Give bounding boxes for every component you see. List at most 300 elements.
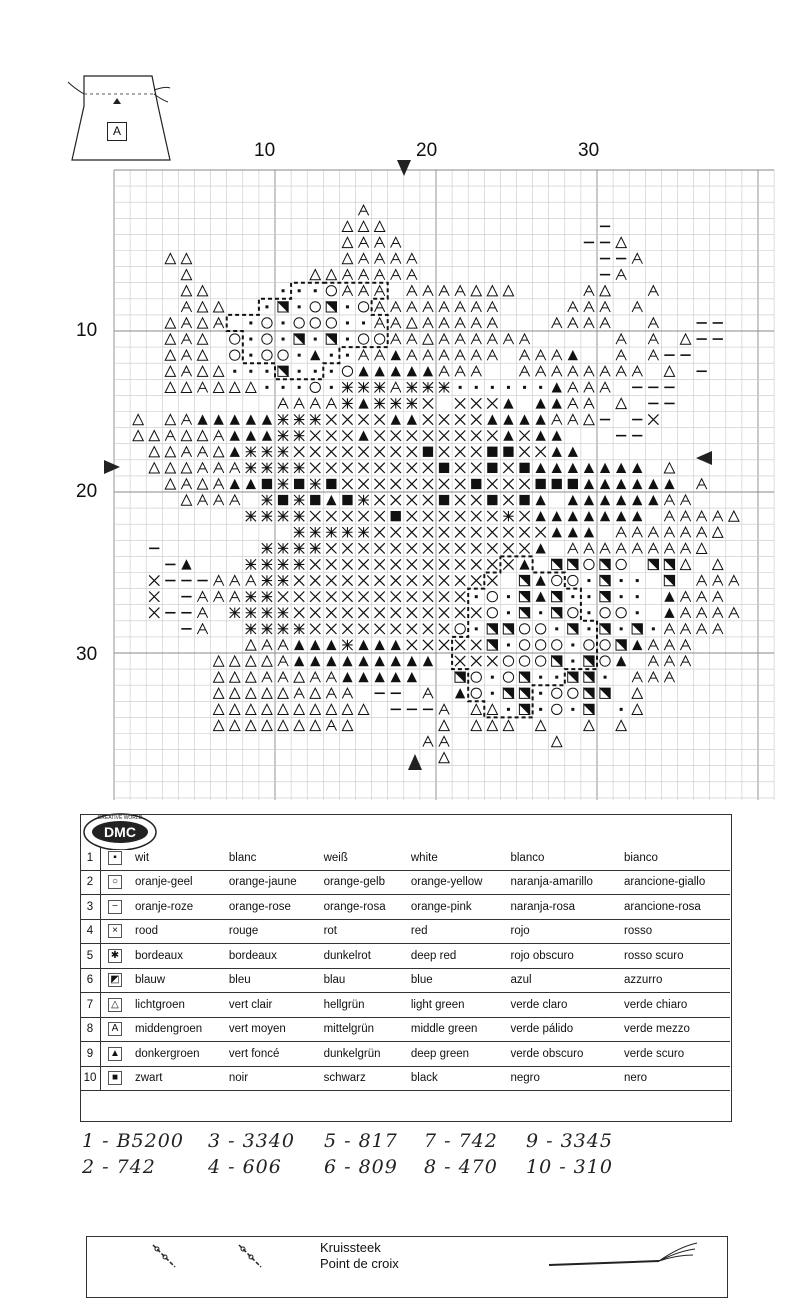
stitch-symbol: [539, 708, 542, 711]
stitch-symbol: [310, 318, 320, 328]
stitch-symbol: [455, 366, 465, 376]
row-number-10: 10: [76, 320, 98, 341]
stitch-symbol: [423, 736, 433, 746]
stitch-symbol: [330, 370, 333, 373]
stitch-symbol: [680, 334, 690, 344]
stitch-symbol: [374, 302, 384, 312]
stitch-symbol: [423, 430, 433, 440]
stitch-symbol: [149, 575, 159, 585]
stitch-symbol: [616, 640, 626, 650]
stitch-symbol: [648, 479, 658, 489]
stitch-symbol: [587, 595, 590, 598]
stitch-symbol: [568, 495, 578, 505]
legend-row-number: 10: [80, 1066, 101, 1091]
stitch-symbol: [519, 350, 529, 360]
stitch-symbol: [455, 495, 465, 505]
legend-french: blanc: [223, 846, 318, 870]
stitch-symbol: [358, 527, 368, 537]
stitch-symbol: [374, 575, 384, 585]
legend-french: orange-jaune: [223, 870, 318, 895]
stitch-symbol: [616, 720, 626, 730]
stitch-symbol: [246, 575, 256, 585]
stitch-symbol: [213, 318, 223, 328]
stitch-symbol: [571, 708, 574, 711]
stitch-symbol: [391, 269, 401, 279]
legend-row: [80, 1042, 730, 1067]
stitch-symbol: [233, 370, 236, 373]
stitch-symbol: [326, 591, 336, 601]
stitch-symbol: [439, 543, 449, 553]
row-number-20: 20: [76, 481, 98, 502]
stitch-symbol: [294, 543, 304, 553]
stitch-symbol: [648, 656, 658, 666]
stitch-symbol: [439, 286, 449, 296]
stitch-symbol: [600, 640, 610, 650]
stitch-symbol: [358, 237, 368, 247]
stitch-symbol: [503, 559, 513, 569]
stitch-symbol: [568, 624, 578, 634]
stitch-symbol: [294, 527, 304, 537]
stitch-symbol: [407, 463, 417, 473]
stitch-symbol: [680, 495, 690, 505]
legend-french: bleu: [223, 968, 318, 993]
stitch-symbol: [439, 559, 449, 569]
stitch-symbol: [616, 608, 626, 618]
stitch-symbol: [181, 430, 191, 440]
stitch-symbol: [439, 479, 449, 489]
stitch-symbol: [197, 591, 207, 601]
stitch-symbol: [471, 447, 481, 457]
stitch-symbol: [535, 640, 545, 650]
stitch-symbol: [519, 608, 529, 618]
stitch-symbol: [455, 575, 465, 585]
stitch-symbol: [600, 286, 610, 296]
stitch-symbol: [552, 656, 562, 666]
stitch-symbol: [535, 624, 545, 634]
handwritten-code: 7 - 742: [424, 1130, 498, 1152]
stitch-symbol: [213, 366, 223, 376]
stitch-symbol: [358, 463, 368, 473]
stitch-symbol: [423, 543, 433, 553]
stitch-symbol: [391, 608, 401, 618]
legend-spanish: verde claro: [504, 993, 618, 1018]
stitch-symbol: [391, 334, 401, 344]
stitch-symbol: [584, 366, 594, 376]
stitch-info-box: [86, 1236, 728, 1298]
stitch-symbol: [342, 527, 352, 537]
stitch-symbol: [342, 447, 352, 457]
legend-french: vert clair: [223, 993, 318, 1018]
stitch-symbol: [230, 479, 240, 489]
stitch-symbol: [487, 447, 497, 457]
stitch-symbol: [230, 430, 240, 440]
stitch-symbol: [278, 495, 288, 505]
stitch-symbol: [294, 720, 304, 730]
handwritten-code: 4 - 606: [208, 1156, 282, 1178]
stitch-symbol: [246, 640, 256, 650]
stitch-symbol: [616, 398, 626, 408]
stitch-symbol: [298, 386, 301, 389]
stitch-symbol: [265, 305, 268, 308]
stitch-symbol: [230, 414, 240, 424]
stitch-diagram-icon-2: [235, 1241, 265, 1271]
legend-italian: arancione-rosa: [618, 895, 730, 920]
stitch-symbol: [310, 559, 320, 569]
legend-row: [80, 895, 730, 920]
legend-row-number: 7: [80, 993, 101, 1018]
stitch-symbol: [568, 382, 578, 392]
stitch-symbol: [294, 559, 304, 569]
stitch-symbol: [246, 704, 256, 714]
stitch-symbol: [230, 672, 240, 682]
stitch-symbol: [391, 398, 401, 408]
stitch-symbol: [475, 595, 478, 598]
stitch-symbol: [282, 386, 285, 389]
stitch-symbol: [600, 688, 610, 698]
stitch-symbol: [358, 624, 368, 634]
stitch-symbol: [439, 704, 449, 714]
stitch-symbol: [346, 321, 349, 324]
legend-french: rouge: [223, 919, 318, 944]
stitch-symbol: [503, 672, 513, 682]
stitch-symbol: [455, 334, 465, 344]
stitch-symbol: [535, 720, 545, 730]
stitch-symbol: [310, 672, 320, 682]
stitch-symbol: [326, 447, 336, 457]
stitch-symbol: [374, 495, 384, 505]
stitch-symbol: [330, 354, 333, 357]
stitch-symbol: [407, 527, 417, 537]
stitch-symbol: [262, 318, 272, 328]
stitch-symbol: [407, 543, 417, 553]
stitch-symbol: [713, 591, 723, 601]
stitch-symbol: [503, 656, 513, 666]
stitch-symbol: [471, 398, 481, 408]
stitch-symbol: [358, 591, 368, 601]
stitch-symbol: [149, 463, 159, 473]
legend-english: light green: [405, 993, 505, 1018]
stitch-symbol: [648, 414, 658, 424]
stitch-symbol: [407, 318, 417, 328]
stitch-symbol: [230, 720, 240, 730]
stitch-symbol: [213, 495, 223, 505]
stitch-symbol: [455, 511, 465, 521]
stitch-symbol: [519, 624, 529, 634]
stitch-symbol: [330, 386, 333, 389]
stitch-symbol: [213, 591, 223, 601]
stitch-symbol: [407, 511, 417, 521]
stitch-symbol: [471, 720, 481, 730]
legend-italian: bianco: [618, 846, 730, 870]
legend-italian: nero: [618, 1066, 730, 1091]
stitch-symbol: [294, 672, 304, 682]
legend-french: vert moyen: [223, 1017, 318, 1042]
stitch-symbol: [230, 495, 240, 505]
stitch-symbol: [519, 495, 529, 505]
col-number-30: 30: [578, 140, 600, 161]
stitch-symbol: [535, 527, 545, 537]
legend-symbol-icon: ■: [108, 1071, 122, 1085]
stitch-symbol: [648, 640, 658, 650]
stitch-symbol: [423, 559, 433, 569]
stitch-symbol: [391, 543, 401, 553]
stitch-symbol: [487, 656, 497, 666]
stitch-symbol: [391, 511, 401, 521]
stitch-symbol: [503, 479, 513, 489]
stitch-symbol: [391, 318, 401, 328]
stitch-symbol: [632, 253, 642, 263]
stitch-symbol: [648, 672, 658, 682]
legend-german: weiß: [318, 846, 405, 870]
stitch-symbol: [455, 463, 465, 473]
cross-stitch-example-icon: [549, 1241, 699, 1269]
stitch-symbol: [664, 559, 674, 569]
legend-row: [80, 870, 730, 895]
stitch-symbol: [519, 447, 529, 457]
legend-row-symbol: [101, 993, 130, 1018]
center-marker-top: [397, 160, 411, 176]
stitch-symbol: [423, 463, 433, 473]
stitch-symbol: [600, 302, 610, 312]
stitch-symbol: [455, 430, 465, 440]
stitch-symbol: [584, 382, 594, 392]
stitch-symbol: [552, 559, 562, 569]
stitch-symbol: [519, 688, 529, 698]
stitch-symbol: [632, 302, 642, 312]
stitch-symbol: [358, 205, 368, 215]
stitch-symbol: [696, 624, 706, 634]
stitch-symbol: [374, 527, 384, 537]
stitch-symbol: [455, 286, 465, 296]
stitch-symbol: [165, 382, 175, 392]
legend-dutch: donkergroen: [129, 1042, 223, 1067]
stitch-symbol: [568, 398, 578, 408]
stitch-symbol: [213, 463, 223, 473]
stitch-symbol: [391, 672, 401, 682]
stitch-symbol: [503, 447, 513, 457]
stitch-symbol: [616, 527, 626, 537]
stitch-symbol: [471, 640, 481, 650]
stitch-symbol: [552, 463, 562, 473]
stitch-symbol: [584, 479, 594, 489]
stitch-symbol: [342, 704, 352, 714]
stitch-symbol: [294, 608, 304, 618]
stitch-symbol: [230, 704, 240, 714]
stitch-symbol: [568, 543, 578, 553]
stitch-symbol: [535, 511, 545, 521]
stitch-symbol: [230, 591, 240, 601]
stitch-symbol: [262, 479, 272, 489]
stitch-symbol: [423, 318, 433, 328]
stitch-symbol: [439, 447, 449, 457]
thread-legend-table: [80, 846, 730, 1091]
stitch-symbol: [213, 672, 223, 682]
stitch-symbol: [262, 414, 272, 424]
stitch-symbol: [600, 479, 610, 489]
stitch-symbol: [455, 543, 465, 553]
stitch-symbol: [326, 302, 336, 312]
stitch-symbol: [423, 398, 433, 408]
handwritten-code: 9 - 3345: [526, 1130, 613, 1152]
stitch-symbol: [713, 575, 723, 585]
stitch-symbol: [181, 269, 191, 279]
stitch-symbol: [487, 624, 497, 634]
legend-spanish: verde obscuro: [504, 1042, 618, 1067]
stitch-symbol: [648, 334, 658, 344]
stitch-symbol: [680, 640, 690, 650]
legend-spanish: rojo: [504, 919, 618, 944]
stitch-symbol: [249, 370, 252, 373]
stitch-symbol: [487, 527, 497, 537]
stitch-symbol: [616, 495, 626, 505]
legend-row: [80, 1066, 730, 1091]
stitch-symbol: [262, 350, 272, 360]
stitch-symbol: [326, 704, 336, 714]
stitch-symbol: [391, 237, 401, 247]
stitch-symbol: [552, 398, 562, 408]
stitch-symbol: [358, 608, 368, 618]
stitch-symbol: [278, 608, 288, 618]
row-number-30: 30: [76, 644, 98, 665]
stitch-symbol: [632, 366, 642, 376]
stitch-symbol: [584, 463, 594, 473]
stitch-symbol: [197, 318, 207, 328]
stitch-symbol: [374, 640, 384, 650]
stitch-symbol: [729, 575, 739, 585]
stitch-symbol: [358, 350, 368, 360]
legend-row-number: 9: [80, 1042, 101, 1067]
stitch-symbol: [181, 479, 191, 489]
stitch-symbol: [696, 479, 706, 489]
stitch-symbol: [519, 656, 529, 666]
stitch-symbol: [346, 305, 349, 308]
legend-row-number: 3: [80, 895, 101, 920]
stitch-symbol: [616, 543, 626, 553]
stitch-symbol: [648, 527, 658, 537]
stitch-symbol: [535, 591, 545, 601]
stitch-symbol: [346, 354, 349, 357]
legend-symbol-icon: A: [108, 1022, 122, 1036]
stitch-symbol: [423, 302, 433, 312]
stitch-symbol: [310, 269, 320, 279]
stitch-symbol: [552, 382, 562, 392]
stitch-symbol: [262, 334, 272, 344]
stitch-symbol: [294, 656, 304, 666]
legend-spanish: verde pálido: [504, 1017, 618, 1042]
dmc-logo-ring-text: CREATIVE WORLD: [97, 815, 143, 821]
legend-italian: verde chiaro: [618, 993, 730, 1018]
stitch-symbol: [680, 543, 690, 553]
stitch-symbol: [149, 591, 159, 601]
stitch-symbol: [600, 575, 610, 585]
stitch-symbol: [471, 672, 481, 682]
stitch-symbol: [294, 430, 304, 440]
stitch-symbol: [407, 495, 417, 505]
legend-row-symbol: [101, 919, 130, 944]
stitch-symbol: [455, 624, 465, 634]
stitch-symbol: [278, 430, 288, 440]
stitch-symbol: [636, 611, 639, 614]
stitch-symbol: [358, 382, 368, 392]
legend-spanish: blanco: [504, 846, 618, 870]
stitch-symbol: [181, 334, 191, 344]
stitch-symbol: [552, 688, 562, 698]
stitch-symbol: [278, 656, 288, 666]
stitch-symbol: [294, 704, 304, 714]
legend-french: bordeaux: [223, 944, 318, 969]
stitch-symbol: [487, 575, 497, 585]
stitch-symbol: [197, 334, 207, 344]
stitch-symbol: [391, 463, 401, 473]
stitch-symbol: [358, 495, 368, 505]
stitch-symbol: [584, 318, 594, 328]
center-marker-right: [696, 451, 712, 465]
stitch-symbol: [555, 676, 558, 679]
stitch-symbol: [181, 253, 191, 263]
stitch-symbol: [278, 463, 288, 473]
stitch-symbol: [519, 511, 529, 521]
stitch-symbol: [664, 463, 674, 473]
stitch-symbol: [407, 575, 417, 585]
stitch-symbol: [326, 495, 336, 505]
stitch-symbol: [342, 479, 352, 489]
handwritten-code: 2 - 742: [82, 1156, 156, 1178]
stitch-symbol: [249, 321, 252, 324]
stitch-symbol: [423, 624, 433, 634]
stitch-symbol: [407, 656, 417, 666]
stitch-symbol: [696, 608, 706, 618]
stitch-symbol: [568, 511, 578, 521]
legend-row: [80, 1017, 730, 1042]
legend-dutch: lichtgroen: [129, 993, 223, 1018]
center-marker-left: [104, 460, 120, 474]
stitch-symbol: [197, 366, 207, 376]
stitch-symbol: [487, 495, 497, 505]
stitch-symbol: [471, 302, 481, 312]
stitch-symbol: [342, 286, 352, 296]
stitch-symbol: [310, 447, 320, 457]
stitch-symbol: [552, 318, 562, 328]
stitch-symbol: [326, 286, 336, 296]
stitch-symbol: [664, 495, 674, 505]
stitch-symbol: [278, 479, 288, 489]
stitch-symbol: [636, 595, 639, 598]
stitch-symbol: [519, 414, 529, 424]
stitch-symbol: [620, 627, 623, 630]
legend-row-number: 5: [80, 944, 101, 969]
stitch-symbol: [342, 366, 352, 376]
stitch-symbol: [278, 624, 288, 634]
stitch-symbol: [552, 640, 562, 650]
stitch-symbol: [439, 366, 449, 376]
stitch-symbol: [423, 414, 433, 424]
stitch-symbol: [503, 495, 513, 505]
stitch-symbol: [262, 495, 272, 505]
stitch-symbol: [342, 720, 352, 730]
stitch-symbol: [310, 398, 320, 408]
stitch-symbol: [407, 414, 417, 424]
stitch-symbol: [310, 350, 320, 360]
stitch-symbol: [262, 591, 272, 601]
stitch-symbol: [455, 608, 465, 618]
stitch-symbol: [358, 672, 368, 682]
legend-german: blau: [318, 968, 405, 993]
stitch-symbol: [568, 447, 578, 457]
stitch-symbol: [713, 527, 723, 537]
stitch-symbol: [213, 430, 223, 440]
stitch-symbol: [342, 559, 352, 569]
stitch-symbol: [213, 656, 223, 666]
